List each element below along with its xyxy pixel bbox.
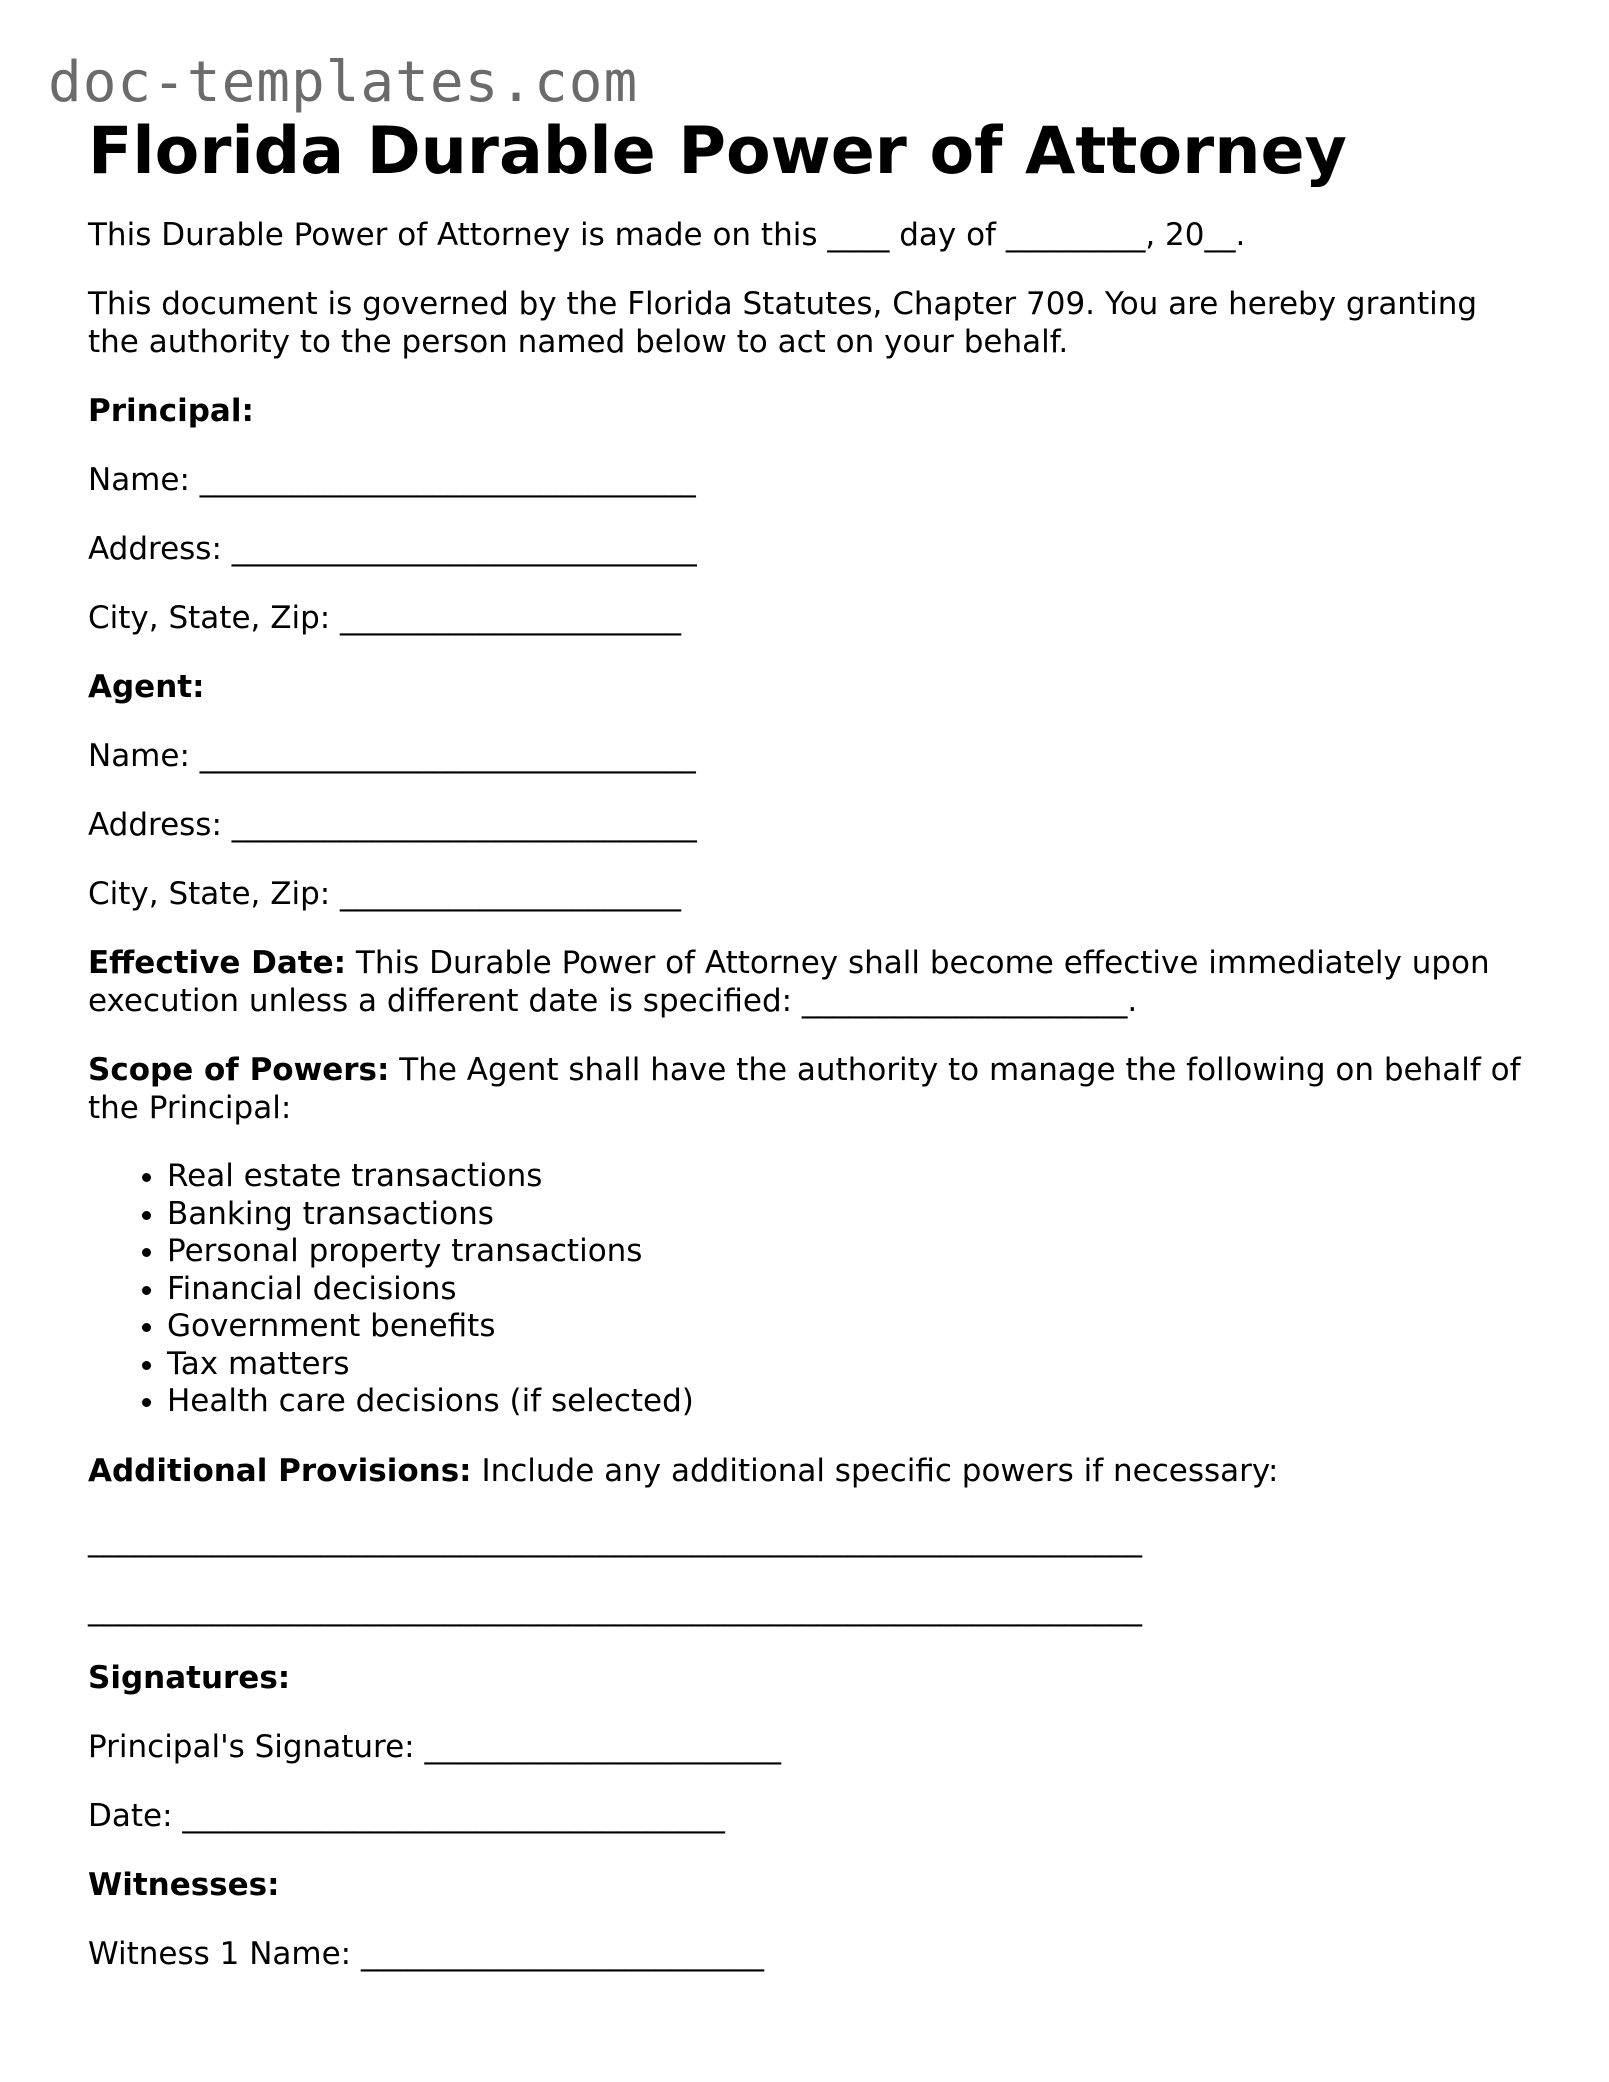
effective-date-label: Effective Date:	[88, 945, 347, 981]
signature-date-field[interactable]: Date: ___________________________________	[88, 1797, 725, 1834]
scope-paragraph	[88, 1051, 1528, 1127]
witness-1-name-field[interactable]: Witness 1 Name: __________________________	[88, 1935, 764, 1972]
effective-date-paragraph	[88, 944, 1528, 1020]
principal-heading: Principal:	[88, 393, 254, 429]
effective-date-text: This Durable Power of Attorney shall become effective immediately upon execution unless a different date is specified: _____________________.	[88, 945, 1490, 1019]
list-item: • Real estate transactions	[167, 1158, 1528, 1196]
additional-provisions-line-1[interactable]: ____________________________________________________________________	[88, 1521, 1142, 1558]
watermark-text: doc-templates.com	[48, 50, 639, 115]
additional-provisions-paragraph	[88, 1452, 1528, 1490]
list-item: • Financial decisions	[167, 1271, 1528, 1309]
document-title: Florida Durable Power of Attorney	[88, 114, 1347, 189]
signatures-heading: Signatures:	[88, 1659, 291, 1696]
scope-label: Scope of Powers:	[88, 1052, 390, 1088]
list-item: • Tax matters	[167, 1346, 1528, 1384]
witnesses-heading: Witnesses:	[88, 1866, 280, 1903]
principal-signature-field[interactable]: Principal's Signature: _______________________	[88, 1728, 781, 1765]
additional-provisions-line-2[interactable]: ____________________________________________________________________	[88, 1590, 1142, 1627]
agent-address-field[interactable]: Address: ______________________________	[88, 807, 697, 843]
list-item: • Personal property transactions	[167, 1233, 1528, 1271]
intro-made-on: This Durable Power of Attorney is made on this ____ day of _________, 20__.	[88, 217, 1246, 253]
principal-city-state-zip-field[interactable]: City, State, Zip: ______________________	[88, 600, 682, 636]
principal-address-field[interactable]: Address: ______________________________	[88, 531, 697, 567]
list-item: • Banking transactions	[167, 1196, 1528, 1234]
agent-heading: Agent:	[88, 669, 205, 705]
principal-name-field[interactable]: Name: ________________________________	[88, 462, 696, 498]
agent-city-state-zip-field[interactable]: City, State, Zip: ______________________	[88, 876, 682, 912]
additional-provisions-label: Additional Provisions:	[88, 1452, 472, 1489]
list-item: • Government benefits	[167, 1308, 1528, 1346]
powers-list	[88, 1158, 1528, 1421]
intro-governed-by: This document is governed by the Florida Statutes, Chapter 709. You are hereby granting the authority to the person named below to act on your behalf.	[88, 286, 1478, 360]
scope-text: The Agent shall have the authority to manage the following on behalf of the Principal:	[88, 1052, 1521, 1126]
additional-provisions-text: Include any additional specific powers if necessary:	[471, 1452, 1279, 1489]
document-body	[88, 112, 1528, 2004]
list-item: • Health care decisions (if selected)	[167, 1383, 1528, 1421]
agent-name-field[interactable]: Name: ________________________________	[88, 738, 696, 774]
